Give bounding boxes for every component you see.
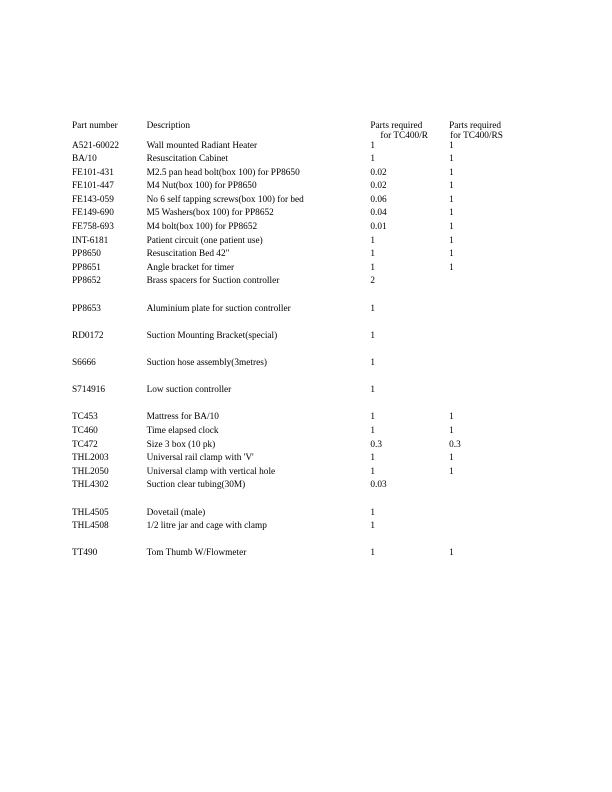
spacer-cell [370,495,449,509]
spacer-cell [147,345,371,359]
cell-description: Suction clear tubing(30M) [146,480,246,491]
cell-description: M4 Nut(box 100) for PP8650 [146,181,257,192]
cell-req-tc400rs [449,386,532,400]
cell-part-number: BA/10 [72,154,97,165]
cell-part-number: THL4302 [72,480,109,491]
cell-description: 1/2 litre jar and cage with clamp [146,521,267,532]
table-row [72,481,532,495]
cell-description: Wall mounted Radiant Heater [146,140,258,151]
cell-part-number: FE101-431 [72,167,114,178]
column-header-req-tc400rs-sublabel: for TC400/RS [450,130,503,141]
cell-req-tc400rs [449,481,532,495]
cell-part-number: A521-60022 [72,140,119,151]
cell-part-number: THL2050 [72,466,109,477]
cell-part-number: TC453 [72,412,98,423]
cell-description: Resuscitation Cabinet [146,154,228,165]
cell-req-tc400r: 1 [370,548,376,559]
cell-req-tc400rs: 1 [449,154,454,165]
cell-description: Angle bracket for timer [146,262,235,273]
cell-description: Brass spacers for Suction controller [146,276,280,287]
column-header-req-tc400rs [449,122,532,142]
cell-req-tc400r: 1 [370,154,376,165]
table-row [72,209,532,223]
cell-req-tc400rs: 1 [449,412,454,423]
table-row [72,549,532,563]
cell-req-tc400r: 0.01 [370,222,387,233]
table-row [72,155,532,169]
table-row-spacer [72,345,532,359]
cell-description: M5 Washers(box 100) for PP8652 [146,208,274,219]
spacer-cell [370,318,449,332]
cell-part-number: PP8650 [72,249,101,260]
cell-part-number: TT490 [72,548,98,559]
column-header-req-tc400r-label: Parts required [370,121,423,131]
cell-req-tc400rs: 1 [449,548,454,559]
cell-req-tc400rs [449,509,532,523]
cell-description: No 6 self tapping screws(box 100) for bed [146,194,304,205]
spacer-cell [72,373,147,387]
table-row [72,305,532,319]
cell-req-tc400r: 1 [370,235,376,246]
table-row [72,277,532,291]
spacer-cell [72,495,147,509]
cell-req-tc400rs: 1 [449,194,454,205]
spacer-cell [370,345,449,359]
cell-description: Resuscitation Bed 42" [146,249,230,260]
cell-req-tc400rs [449,277,532,291]
cell-part-number: TC460 [72,425,98,436]
cell-part-number: THL2003 [72,453,109,464]
table-row [72,264,532,278]
table-row-spacer [72,495,532,509]
table-row [72,441,532,455]
cell-part-number: TC472 [72,439,98,450]
cell-req-tc400rs [449,305,532,319]
table-row [72,468,532,482]
cell-part-number: S6666 [72,358,96,368]
table-row [72,250,532,264]
cell-part-number: RD0172 [72,330,104,341]
spacer-cell [147,373,371,387]
table-row [72,427,532,441]
table-header [72,122,532,142]
table-row-spacer [72,318,532,332]
column-header-req-tc400r [370,122,449,142]
cell-description: Time elapsed clock [146,425,219,436]
cell-req-tc400rs: 1 [449,140,454,151]
table-row [72,522,532,536]
column-header-description [147,122,371,142]
spacer-cell [370,400,449,414]
cell-part-number: PP8653 [72,303,101,314]
cell-description: Suction hose assembly(3metres) [146,358,267,368]
cell-req-tc400rs: 1 [449,181,454,192]
cell-req-tc400rs: 1 [449,249,454,260]
spacer-cell [449,495,532,509]
cell-req-tc400rs: 1 [449,425,454,436]
cell-part-number: THL4505 [72,507,109,518]
cell-req-tc400r: 1 [370,330,376,341]
cell-description: Low suction controller [146,385,232,396]
cell-req-tc400rs: 1 [449,222,454,233]
cell-req-tc400rs: 1 [449,208,454,219]
cell-part-number: S714916 [72,385,106,396]
table-row [72,223,532,237]
cell-description: Universal clamp with vertical hole [146,466,276,477]
table-header-row [72,122,532,142]
cell-description: Suction Mounting Bracket(special) [146,330,278,341]
spacer-cell [72,536,147,550]
column-header-req-tc400r-sublabel: for TC400/R [380,130,428,141]
parts-table [72,122,532,563]
spacer-cell [449,400,532,414]
spacer-cell [449,291,532,305]
table-row [72,332,532,346]
spacer-cell [370,536,449,550]
table-row [72,359,532,373]
cell-description: Mattress for BA/10 [146,412,219,423]
table-row [72,237,532,251]
spacer-cell [72,318,147,332]
cell-description: M4 bolt(box 100) for PP8652 [146,222,258,233]
parts-table-container [72,122,532,563]
table-row-spacer [72,291,532,305]
cell-description: Size 3 box (10 pk) [146,439,216,450]
cell-req-tc400r: 0.03 [370,480,387,491]
cell-part-number: FE758-693 [72,222,114,233]
cell-req-tc400r: 0.06 [370,194,387,205]
cell-req-tc400r: 1 [370,249,376,260]
table-row [72,196,532,210]
table-row [72,454,532,468]
cell-req-tc400r: 1 [370,521,376,532]
table-body [72,142,532,563]
cell-req-tc400r: 1 [370,385,376,396]
cell-description: Tom Thumb W/Flowmeter [146,548,247,559]
cell-req-tc400r: 1 [370,453,376,464]
cell-req-tc400rs: 1 [449,167,454,178]
table-row-spacer [72,373,532,387]
cell-req-tc400r: 1 [370,466,376,477]
cell-part-number: FE101-447 [72,181,114,192]
cell-req-tc400r: 0.02 [370,181,387,192]
cell-req-tc400r: 1 [370,425,376,436]
cell-part-number: THL4508 [72,521,109,532]
table-row [72,509,532,523]
spacer-cell [72,400,147,414]
spacer-cell [449,345,532,359]
table-row-spacer [72,400,532,414]
cell-req-tc400rs: 1 [449,453,454,464]
column-header-part-number [72,122,147,142]
spacer-cell [370,373,449,387]
cell-description: M2.5 pan head bolt(box 100) for PP8650 [146,167,300,178]
cell-part-number: PP8651 [72,262,101,273]
column-header-description-label: Description [146,121,190,131]
table-row [72,413,532,427]
cell-part-number: FE149-690 [72,208,114,219]
spacer-cell [147,318,371,332]
table-row [72,182,532,196]
spacer-cell [147,291,371,305]
cell-req-tc400rs: 1 [449,235,454,246]
cell-req-tc400r: 1 [370,358,376,368]
cell-req-tc400rs: 0.3 [449,439,461,450]
spacer-cell [147,495,371,509]
cell-req-tc400r: 1 [370,262,376,273]
table-row [72,142,532,156]
spacer-cell [370,291,449,305]
cell-req-tc400rs [449,359,532,373]
cell-req-tc400rs [449,522,532,536]
cell-req-tc400r: 1 [370,507,376,518]
spacer-cell [449,536,532,550]
spacer-cell [72,291,147,305]
cell-description: Universal rail clamp with 'V' [146,453,254,464]
cell-part-number: PP8652 [72,276,101,287]
spacer-cell [147,536,371,550]
cell-req-tc400rs [449,332,532,346]
cell-req-tc400r: 2 [370,276,376,287]
cell-req-tc400r: 1 [370,303,376,314]
spacer-cell [449,373,532,387]
cell-part-number: FE143-059 [72,194,114,205]
column-header-part-number-label: Part number [72,121,118,131]
cell-description: Aluminium plate for suction controller [146,303,291,314]
cell-req-tc400r: 0.3 [370,439,382,450]
table-row-spacer [72,536,532,550]
cell-description: Patient circuit (one patient use) [146,235,263,246]
cell-req-tc400rs: 1 [449,262,454,273]
table-row [72,386,532,400]
spacer-cell [449,318,532,332]
column-header-req-tc400rs-label: Parts required [449,121,502,131]
cell-req-tc400r: 1 [370,140,376,151]
cell-req-tc400rs: 1 [449,466,454,477]
cell-req-tc400r: 1 [370,412,376,423]
table-row [72,169,532,183]
spacer-cell [72,345,147,359]
cell-part-number: INT-6181 [72,235,109,246]
cell-req-tc400r: 0.02 [370,167,387,178]
cell-req-tc400r: 0.04 [370,208,387,219]
cell-description: Dovetail (male) [146,507,206,518]
